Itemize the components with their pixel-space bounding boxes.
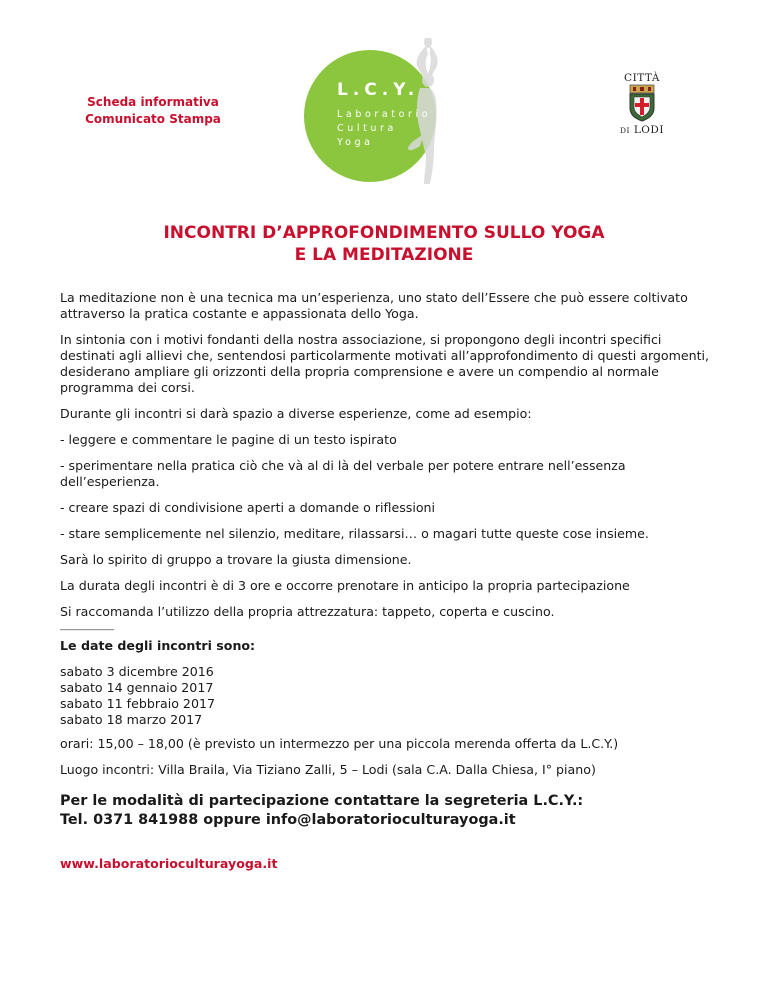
- list-item: - leggere e commentare le pagine di un testo ispirato: [60, 432, 397, 447]
- list-item: - stare semplicemente nel silenzio, meditare, rilassarsi… o magari tutte queste cose insieme.: [60, 526, 649, 541]
- contact-block: [60, 792, 715, 830]
- page-title: [0, 222, 768, 266]
- contact-line-1: Per le modalità di partecipazione contattare la segreteria L.C.Y.:: [60, 793, 584, 809]
- logo-name: [337, 108, 431, 150]
- date-item: sabato 3 dicembre 2016: [60, 664, 214, 679]
- list-item: - creare spazi di condivisione aperti a domande o riflessioni: [60, 500, 436, 515]
- logo-line-yoga: Yoga: [337, 137, 374, 148]
- paragraph-durante: Durante gli incontri si darà spazio a diverse esperienze, come ad esempio:: [60, 406, 532, 421]
- contact-line-2[interactable]: Tel. 0371 841988 oppure info@laboratorioculturayoga.it: [60, 812, 516, 828]
- logo-line-laboratorio: Laboratorio: [337, 109, 432, 120]
- list-item: - sperimentare nella pratica ciò che và al di là del verbale per potere entrare nell’essenza dell’esperienza.: [60, 458, 626, 489]
- document-body: [60, 290, 715, 872]
- date-item: sabato 14 gennaio 2017: [60, 680, 214, 695]
- title-line-2: E LA MEDITAZIONE: [294, 245, 474, 265]
- logo-abbreviation: L.C.Y.: [337, 80, 420, 100]
- date-item: sabato 11 febbraio 2017: [60, 696, 215, 711]
- paragraph-attrezzatura: Si raccomanda l’utilizzo della propria attrezzatura: tappeto, coperta e cuscino.: [60, 604, 555, 619]
- city-name: LODI: [633, 124, 664, 136]
- dates-list: [60, 664, 715, 728]
- paragraph-spirito: Sarà lo spirito di gruppo a trovare la giusta dimensione.: [60, 552, 412, 567]
- paragraph-meditazione: La meditazione non è una tecnica ma un’esperienza, uno stato dell’Essere che può essere coltivato attraverso la pratica costante e appassionata dello Yoga.: [60, 290, 688, 321]
- citta-di-lodi-logo: [612, 70, 672, 140]
- city-bottom-label: [612, 124, 672, 136]
- hours-text: orari: 15,00 – 18,00 (è previsto un intermezzo per una piccola merenda offerta da L.C.Y.): [60, 736, 619, 751]
- website-link[interactable]: www.laboratorioculturayoga.it: [60, 856, 278, 871]
- city-di: DI: [620, 126, 630, 135]
- logo-line-cultura: Cultura: [337, 123, 397, 134]
- document-type-label: [60, 94, 246, 128]
- header-line-scheda: Scheda informativa: [87, 95, 219, 109]
- title-line-1: INCONTRI D’APPROFONDIMENTO SULLO YOGA: [163, 223, 605, 243]
- header-line-comunicato: Comunicato Stampa: [85, 112, 221, 126]
- logo-text: [337, 80, 431, 150]
- coat-of-arms-icon: [629, 84, 655, 122]
- paragraph-durata: La durata degli incontri è di 3 ore e occorre prenotare in anticipo la propria partecipazione: [60, 578, 630, 593]
- dates-heading: Le date degli incontri sono:: [60, 638, 256, 653]
- paragraph-sintonia: In sintonia con i motivi fondanti della nostra associazione, si propongono degli incontri specifici destinati agli allievi che, sentendosi particolarmente motivati all’approfondimento di questi argomenti, desiderano ampliare gli orizzonti della propria comprensione e avere un compendio al normale programma dei corsi.: [60, 332, 710, 395]
- date-item: sabato 18 marzo 2017: [60, 712, 203, 727]
- place-text: Luogo incontri: Villa Braila, Via Tiziano Zalli, 5 – Lodi (sala C.A. Dalla Chiesa, I° piano): [60, 762, 596, 777]
- city-top-label: CITTÀ: [624, 72, 660, 84]
- separator-line: ____________: [60, 621, 114, 631]
